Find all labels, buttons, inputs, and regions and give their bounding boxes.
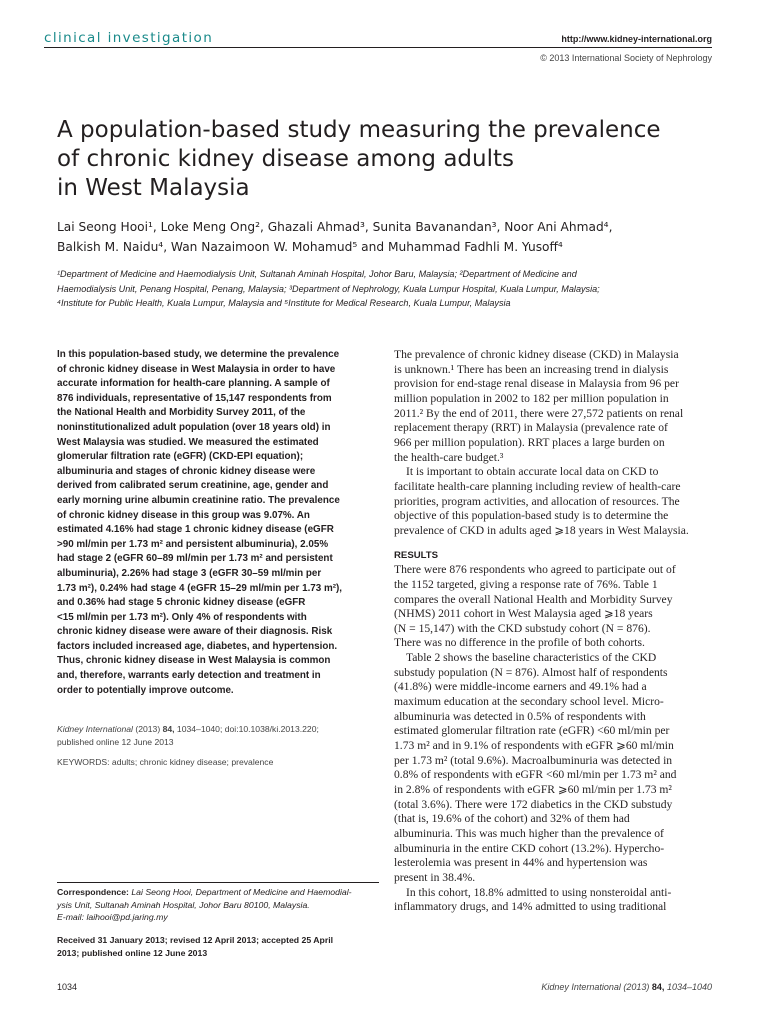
body-line: (total 3.6%). There were 172 diabetics in the CKD substudy bbox=[394, 797, 673, 811]
body-line: compares the overall National Health and Morbidity Survey bbox=[394, 592, 673, 606]
body-line: priorities, program activities, and allocation of resources. The bbox=[394, 494, 680, 508]
body-line: The prevalence of chronic kidney disease (CKD) in Malaysia bbox=[394, 348, 679, 361]
body-line: (N = 15,147) with the CKD substudy cohort (N = 876). bbox=[394, 621, 651, 635]
affiliation-line: ⁴Institute for Public Health, Kuala Lumpur, Malaysia and ⁵Institute for Medical Research, Kuala Lumpur, Malaysia bbox=[57, 298, 511, 309]
body-line: (NHMS) 2011 cohort in West Malaysia aged ⩾18 years bbox=[394, 607, 653, 621]
author-line: Lai Seong Hooi¹, Loke Meng Ong², Ghazali Ahmad³, Sunita Bavanandan³, Noor Ani Ahmad⁴, bbox=[57, 220, 613, 234]
intro-paragraph bbox=[394, 348, 714, 465]
results-heading: RESULTS bbox=[394, 549, 439, 561]
correspondence-rule bbox=[57, 882, 379, 883]
header-rule bbox=[44, 47, 712, 48]
received-line: Received 31 January 2013; revised 12 April 2013; accepted 25 April bbox=[57, 935, 334, 945]
body-line: maximum education at the secondary school level. Micro- bbox=[394, 695, 664, 709]
abstract-line: chronic kidney disease were aware of their diagnosis. Risk bbox=[57, 626, 333, 638]
body-line: substudy population (N = 876). Almost half of respondents bbox=[394, 665, 668, 679]
body-line: million population in 2002 to 182 per million population in bbox=[394, 391, 669, 405]
footer-volume: 84, bbox=[651, 982, 665, 992]
affiliation-line: Haemodialysis Unit, Penang Hospital, Penang, Malaysia; ³Department of Nephrology, Kuala Lumpur Hospital, Kuala Lumpur, Malaysia; bbox=[57, 283, 600, 294]
body-line: 2011.² By the end of 2011, there were 27,572 patients on renal bbox=[394, 406, 684, 420]
journal-name: Kidney International bbox=[57, 724, 133, 734]
journal-url-link[interactable]: http://www.kidney-international.org bbox=[561, 34, 712, 44]
body-line: in 2.8% of respondents with eGFR ⩾60 ml/min per 1.73 m² bbox=[394, 783, 672, 797]
body-line: objective of this population-based study is to determine the bbox=[394, 509, 669, 523]
abstract-line: albuminuria), 2.26% had stage 3 (eGFR 30–59 ml/min per bbox=[57, 567, 322, 579]
title-line: A population-based study measuring the prevalence bbox=[57, 117, 661, 143]
body-line: 0.8% of respondents with eGFR <60 ml/min per 1.73 m² and bbox=[394, 768, 677, 782]
section-label: clinical investigation bbox=[44, 30, 214, 46]
body-line: albuminuria. This was much higher than the prevalence of bbox=[394, 827, 664, 840]
abstract-line: had stage 2 (eGFR 60–89 ml/min per 1.73 m² and persistent bbox=[57, 553, 333, 565]
correspondence-email[interactable]: E-mail: laihooi@pd.jaring.my bbox=[57, 912, 168, 922]
body-line: is unknown.¹ There has been an increasing trend in dialysis bbox=[394, 362, 669, 376]
results-paragraph-3 bbox=[394, 886, 714, 915]
body-line: In this cohort, 18.8% admitted to using nonsteroidal anti- bbox=[406, 885, 672, 899]
abstract-line: the National Health and Morbidity Survey 2011, of the bbox=[57, 407, 306, 419]
affiliation-line: ¹Department of Medicine and Haemodialysis Unit, Sultanah Aminah Hospital, Johor Baru, Malaysia; ²Department of Medicine and bbox=[57, 269, 577, 279]
abstract-line: In this population-based study, we determine the prevalence bbox=[57, 349, 340, 360]
correspondence-label: Correspondence: bbox=[57, 887, 129, 897]
author-line: Balkish M. Naidu⁴, Wan Nazaimoon W. Mohamud⁵ and Muhammad Fadhli M. Yusoff⁴ bbox=[57, 240, 563, 254]
body-line: the health-care budget.³ bbox=[394, 450, 504, 464]
results-paragraph-1 bbox=[394, 563, 714, 651]
abstract-line: glomerular filtration rate (eGFR) (CKD-EPI equation); bbox=[57, 451, 304, 463]
body-line: There was no difference in the profile of both cohorts. bbox=[394, 636, 645, 650]
correspondence bbox=[57, 886, 379, 924]
abstract-line: derived from calibrated serum creatinine, age, gender and bbox=[57, 480, 329, 492]
abstract-line: and 0.36% had stage 5 chronic kidney disease (eGFR bbox=[57, 597, 306, 609]
correspondence-line bbox=[57, 886, 379, 899]
body-line: provision for end-stage renal disease in Malaysia from 96 per bbox=[394, 377, 679, 391]
abstract-line: 1.73 m²), 0.24% had stage 4 (eGFR 15–29 ml/min per 1.73 m²), bbox=[57, 582, 343, 594]
citation-doi: 1034–1040; doi:10.1038/ki.2013.220; bbox=[174, 724, 319, 734]
body-line: Table 2 shows the baseline characteristics of the CKD bbox=[406, 651, 657, 665]
footer-citation bbox=[541, 982, 712, 992]
abstract-line: 876 individuals, representative of 15,147 respondents from bbox=[57, 392, 332, 404]
abstract-line: >90 ml/min per 1.73 m² and persistent albuminuria), 2.05% bbox=[57, 538, 329, 550]
body-line: inflammatory drugs, and 14% admitted to using traditional bbox=[394, 900, 667, 914]
abstract-line: of chronic kidney disease in West Malaysia in order to have bbox=[57, 363, 336, 375]
page-number: 1034 bbox=[57, 982, 78, 992]
body-line: facilitate health-care planning including review of health-care bbox=[394, 479, 681, 493]
body-line: There were 876 respondents who agreed to participate out of bbox=[394, 563, 676, 577]
intro-paragraph-2 bbox=[394, 465, 714, 538]
abstract-line: <15 ml/min per 1.73 m²). Only 4% of respondents with bbox=[57, 611, 307, 623]
footer-year: (2013) bbox=[620, 982, 652, 992]
results-paragraph-2 bbox=[394, 651, 714, 886]
citation bbox=[57, 723, 379, 748]
body-line: estimated glomerular filtration rate (eGFR) <60 ml/min per bbox=[394, 724, 670, 738]
affiliations bbox=[57, 267, 737, 311]
footer-pages: 1034–1040 bbox=[664, 982, 712, 992]
abstract-line: Thus, chronic kidney disease in West Malaysia is common bbox=[57, 655, 331, 667]
citation-volume: 84, bbox=[162, 724, 175, 734]
article-title bbox=[57, 116, 737, 203]
abstract-line: noninstitutionalized adult population (over 18 years old) in bbox=[57, 421, 331, 433]
title-line: in West Malaysia bbox=[57, 175, 250, 201]
body-line: albuminuria was detected in 0.5% of respondents with bbox=[394, 709, 646, 723]
copyright-notice: © 2013 International Society of Nephrology bbox=[540, 53, 712, 63]
citation-line: published online 12 June 2013 bbox=[57, 736, 174, 747]
abstract-line: albuminuria and stages of chronic kidney disease were bbox=[57, 465, 316, 477]
abstract-line: early morning urine albumin creatinine ratio. The prevalence bbox=[57, 494, 340, 506]
body-line: the 1152 targeted, giving a response rate of 76%. Table 1 bbox=[394, 577, 658, 591]
body-line: lesterolemia was present in 44% and hypertension was bbox=[394, 856, 648, 870]
abstract-line: accurate information for health-care planning. A sample of bbox=[57, 378, 330, 390]
author-list bbox=[57, 217, 737, 257]
citation-year: (2013) bbox=[132, 724, 163, 734]
received-dates bbox=[57, 934, 379, 960]
body-line: (that is, 19.6% of the cohort) and 32% of them had bbox=[394, 812, 630, 826]
body-line: prevalence of CKD in adults aged ⩾18 years in West Malaysia. bbox=[394, 523, 689, 537]
abstract-line: factors included increased age, diabetes, and hypertension. bbox=[57, 640, 338, 652]
body-line: 966 per million population). RRT places a large burden on bbox=[394, 435, 665, 449]
correspondence-line: ysis Unit, Sultanah Aminah Hospital, Johor Baru 80100, Malaysia. bbox=[57, 899, 310, 910]
abstract bbox=[57, 348, 379, 698]
body-line: albuminuria in the entire CKD cohort (13.2%). Hypercho- bbox=[394, 841, 665, 855]
abstract-line: and, therefore, warrants early detection and treatment in bbox=[57, 670, 321, 682]
footer-journal-name: Kidney International bbox=[541, 982, 621, 992]
abstract-line: order to potentially improve outcome. bbox=[57, 684, 234, 696]
keywords: KEYWORDS: adults; chronic kidney disease; prevalence bbox=[57, 757, 274, 767]
received-line: 2013; published online 12 June 2013 bbox=[57, 948, 208, 958]
abstract-line: of chronic kidney disease in this group was 9.07%. An bbox=[57, 509, 310, 521]
body-line: replacement therapy (RRT) in Malaysia (prevalence rate of bbox=[394, 421, 668, 435]
body-line: (41.8%) were middle-income earners and 49.1% had a bbox=[394, 680, 647, 694]
body-line: 1.73 m² and in 9.1% of respondents with eGFR ⩾60 ml/min bbox=[394, 739, 674, 753]
correspondence-text: Lai Seong Hooi, Department of Medicine and Haemodial- bbox=[128, 887, 352, 897]
body-line: present in 38.4%. bbox=[394, 870, 476, 884]
body-line: per 1.73 m² (total 9.6%). Macroalbuminuria was detected in bbox=[394, 753, 673, 767]
citation-line bbox=[57, 723, 379, 736]
body-line: It is important to obtain accurate local data on CKD to bbox=[406, 465, 659, 479]
body-column bbox=[394, 348, 714, 915]
abstract-line: West Malaysia was studied. We measured the estimated bbox=[57, 436, 319, 448]
abstract-line: estimated 4.16% had stage 1 chronic kidney disease (eGFR bbox=[57, 524, 334, 536]
title-line: of chronic kidney disease among adults bbox=[57, 146, 514, 172]
